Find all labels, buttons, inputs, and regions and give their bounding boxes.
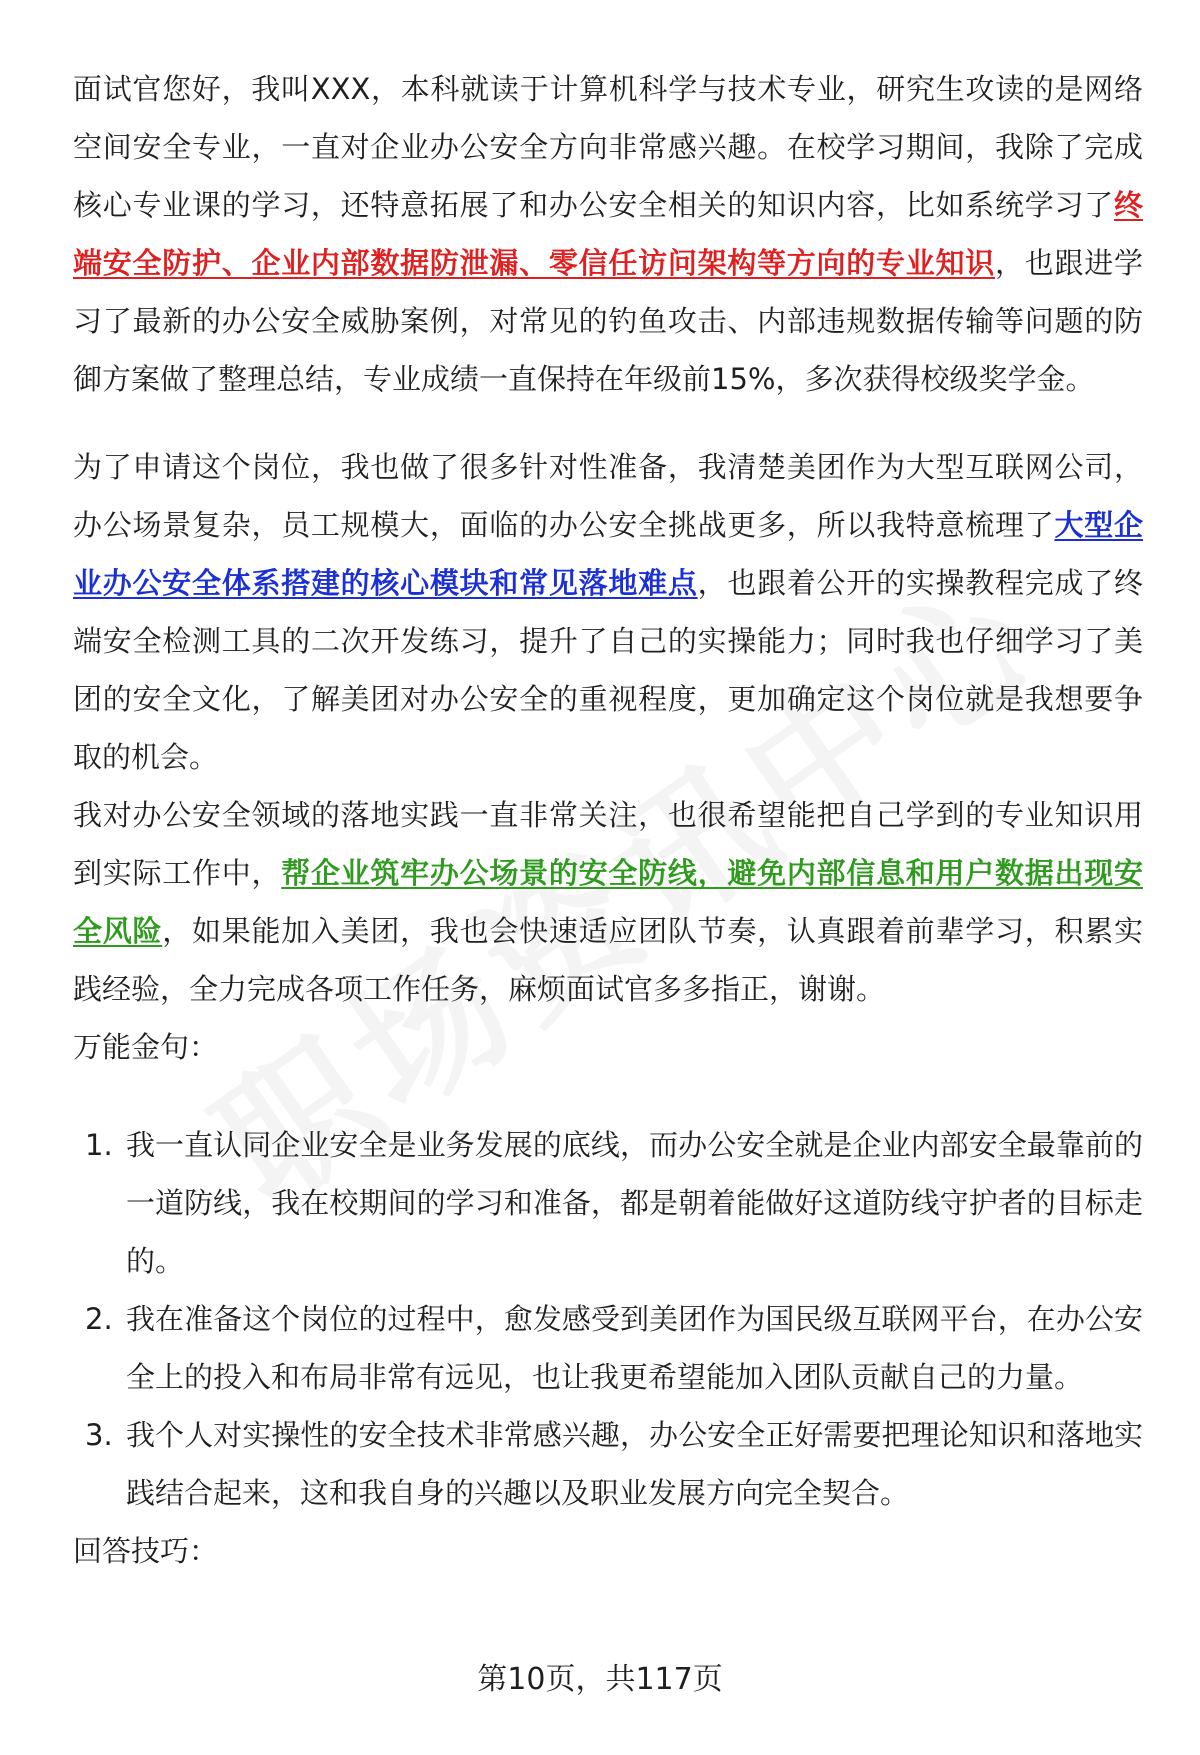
list-item-text: 我在准备这个岗位的过程中，愈发感受到美团作为国民级互联网平台，在办公安全上的投入和布局非常有远见，也让我更希望能加入团队贡献自己的力量。: [126, 1302, 1143, 1394]
intro-text-before: 面试官您好，我叫XXX，本科就读于计算机科学与技术专业，研究生攻读的是网络空间安全专业，一直对企业办公安全方向非常感兴趣。在校学习期间，我除了完成核心专业课的学习，还特意拓展了和办公安全相关的知识内容，比如系统学习了: [73, 72, 1143, 222]
list-item-number: 3.: [85, 1418, 113, 1452]
motivation-highlight: 帮企业筑牢办公场景的安全防线，避免内部信息和用户数据出现安全风险: [73, 856, 1143, 948]
motivation-paragraph: [73, 786, 1143, 1018]
preparation-text-before: 为了申请这个岗位，我也做了很多针对性准备，我清楚美团作为大型互联网公司，办公场景复杂，员工规模大，面临的办公安全挑战更多，所以我特意梳理了: [73, 450, 1143, 542]
list-item: [73, 1116, 1143, 1290]
preparation-text-after: ，也跟着公开的实操教程完成了终端安全检测工具的二次开发练习，提升了自己的实操能力；同时我也仔细学习了美团的安全文化，了解美团对办公安全的重视程度，更加确定这个岗位就是我想要争取的机会。: [73, 566, 1143, 774]
list-item-text: 我个人对实操性的安全技术非常感兴趣，办公安全正好需要把理论知识和落地实践结合起来，这和我自身的兴趣以及职业发展方向完全契合。: [126, 1418, 1143, 1510]
motivation-text-before: 我对办公安全领域的落地实践一直非常关注，也很希望能把自己学到的专业知识用到实际工作中，: [73, 798, 1143, 890]
list-item-number: 1.: [85, 1128, 113, 1162]
intro-text-after: ，也跟进学习了最新的办公安全威胁案例，对常见的钓鱼攻击、内部违规数据传输等问题的防御方案做了整理总结，专业成绩一直保持在年级前15%，多次获得校级奖学金。: [73, 246, 1143, 396]
list-item-text: 我一直认同企业安全是业务发展的底线，而办公安全就是企业内部安全最靠前的一道防线，我在校期间的学习和准备，都是朝着能做好这道防线守护者的目标走的。: [126, 1128, 1143, 1278]
answer-tips-heading: 回答技巧：: [73, 1534, 219, 1568]
motivation-text-after: ，如果能加入美团，我也会快速适应团队节奏，认真跟着前辈学习，积累实践经验，全力完成各项工作任务，麻烦面试官多多指正，谢谢。: [73, 914, 1143, 1006]
list-item: [73, 1290, 1143, 1406]
intro-highlight: 终端安全防护、企业内部数据防泄漏、零信任访问架构等方向的专业知识: [73, 188, 1143, 280]
page-number-footer: 第10页，共117页: [477, 1662, 723, 1697]
preparation-highlight: 大型企业办公安全体系搭建的核心模块和常见落地难点: [73, 508, 1143, 600]
page-content: [73, 60, 1143, 1580]
golden-sentences-heading: 万能金句：: [73, 1030, 219, 1064]
golden-sentences-list: [73, 1116, 1143, 1522]
preparation-paragraph: [73, 438, 1143, 786]
intro-paragraph: [73, 60, 1143, 408]
list-item-number: 2.: [85, 1302, 113, 1336]
list-item: [73, 1406, 1143, 1522]
